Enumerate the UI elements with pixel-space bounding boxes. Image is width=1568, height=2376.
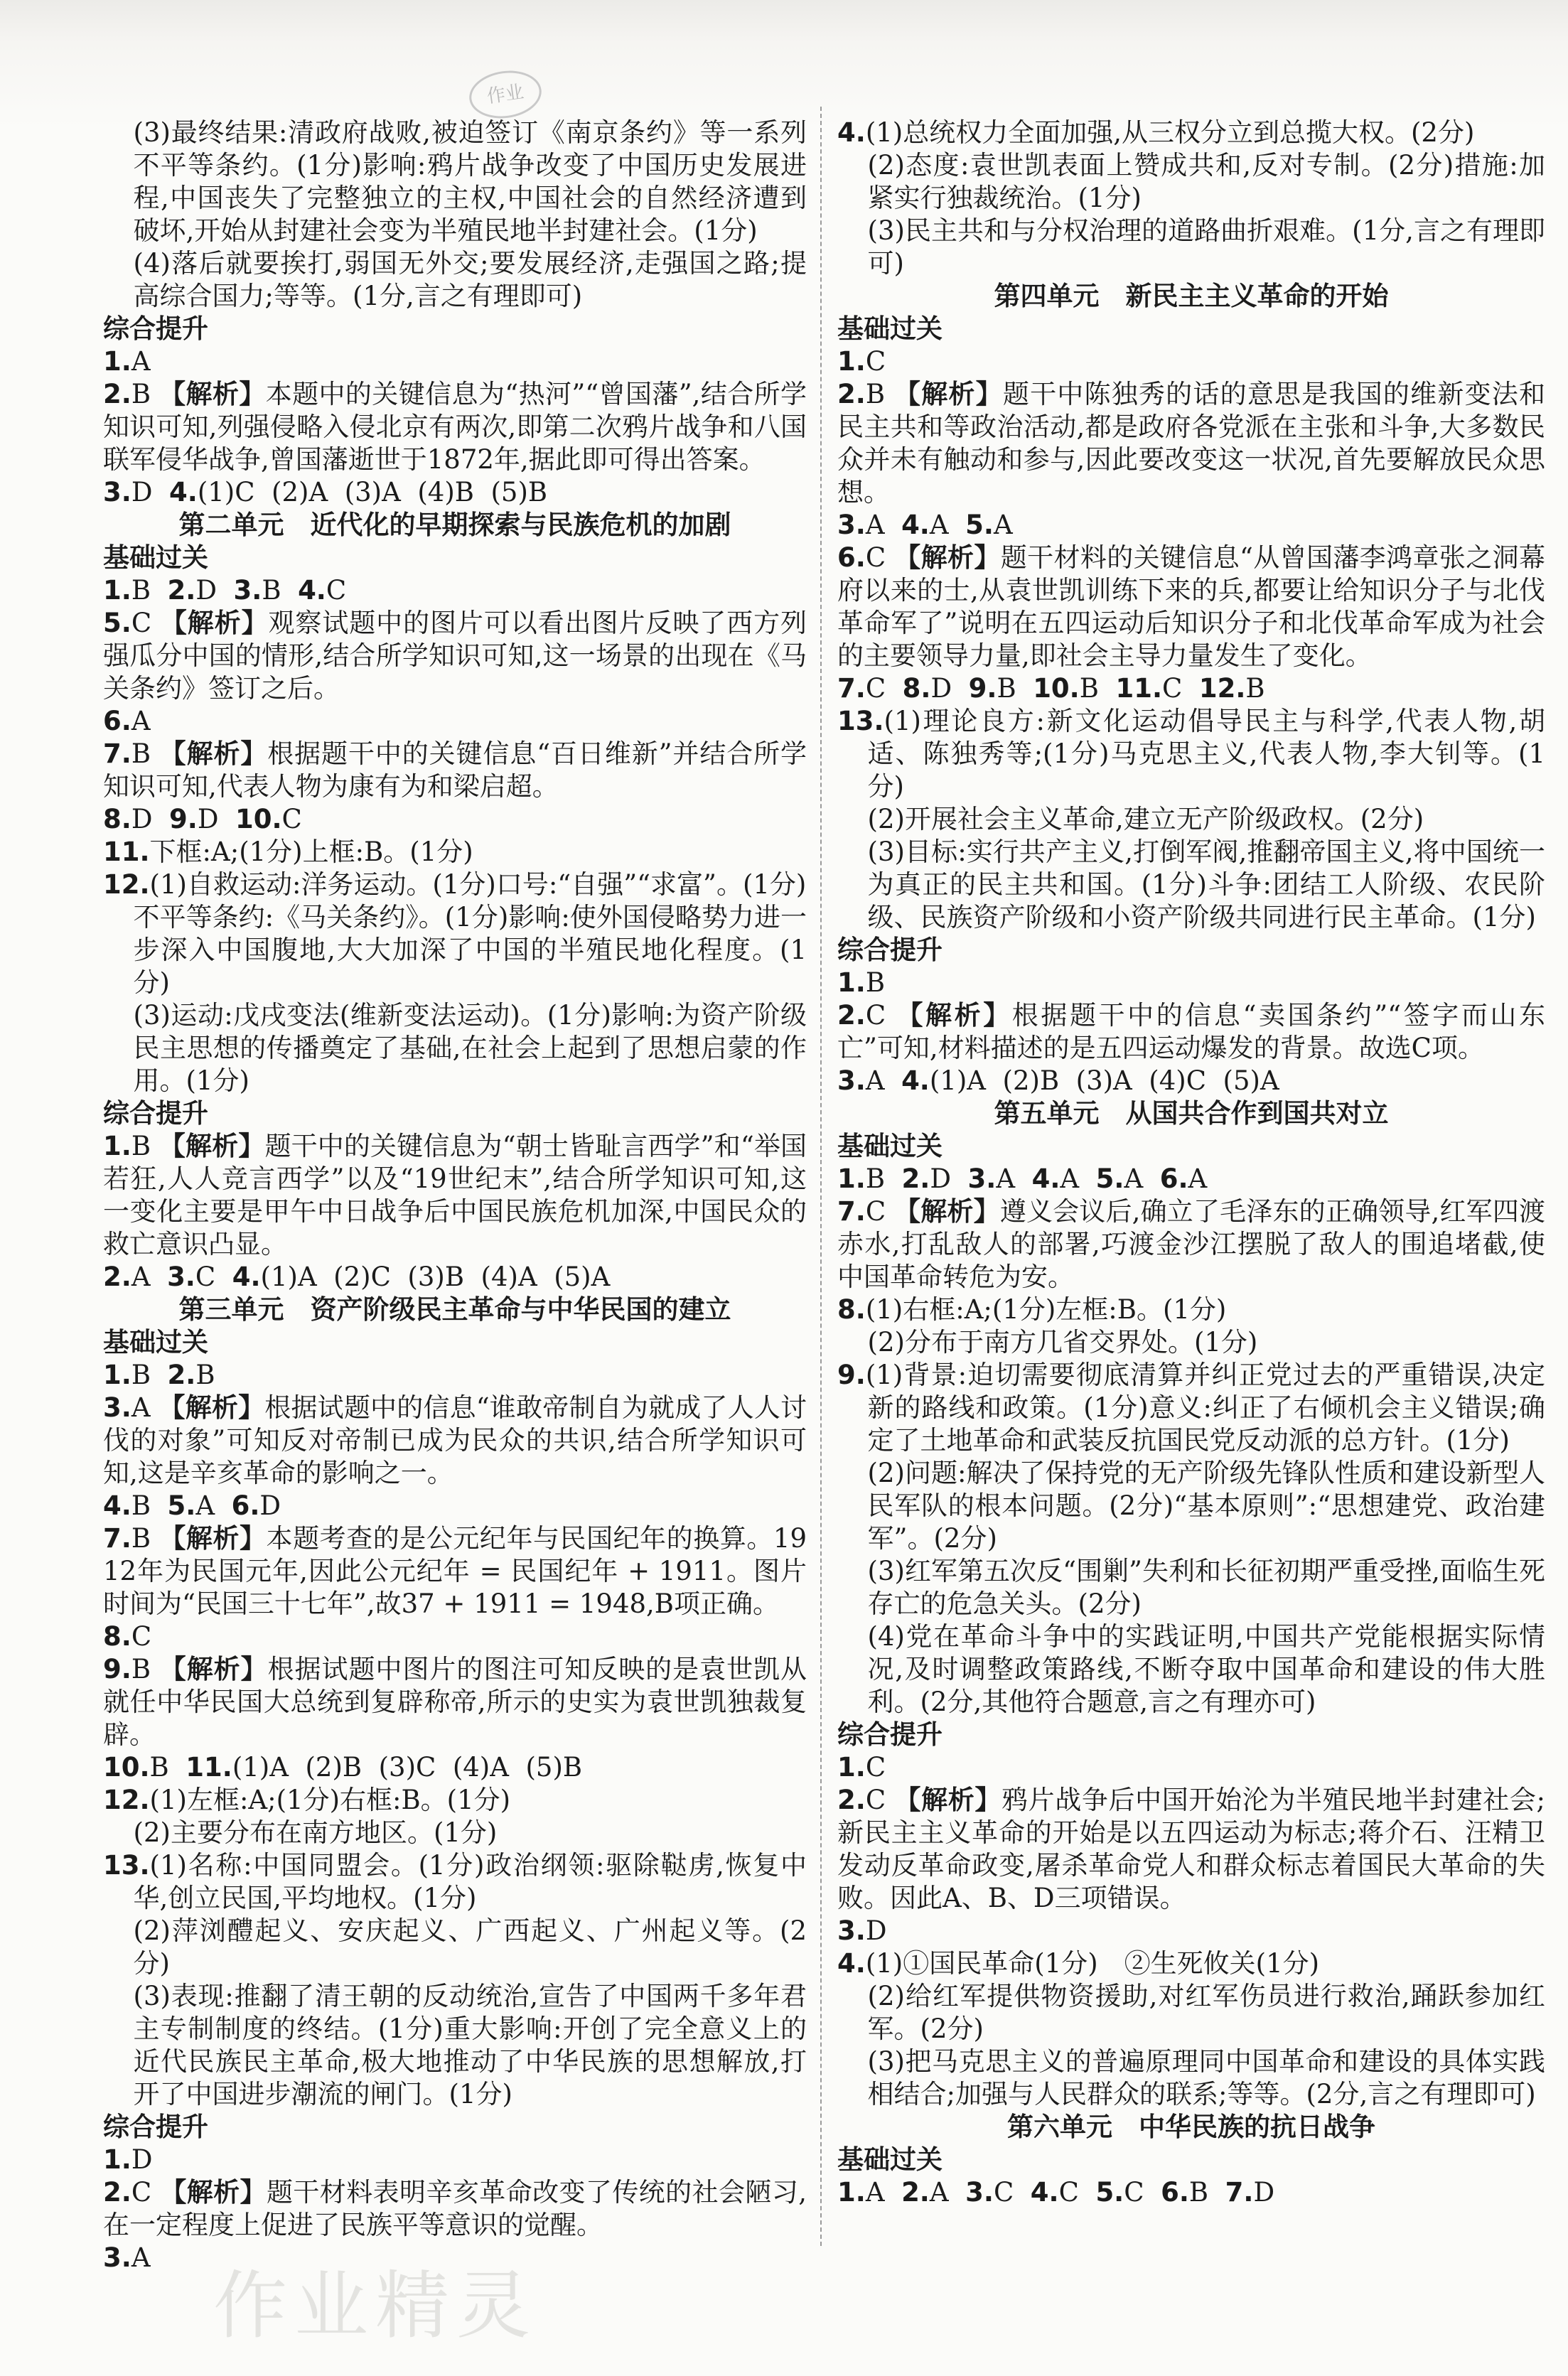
answer-text: B [131,1654,160,1684]
answer-item [837,1359,1545,1457]
answer-item [103,2176,807,2242]
question-number: 10. [103,1752,150,1783]
answer-text: B [131,738,160,769]
answer-text: 鸦片战争后中国开始沦为半殖民地半封建社会;新民主主义革命的开始是以五四运动为标志;蒋介石、汪精卫发动反革命政变,屠杀革命党人和群众标志着国民大革命的失败。因此A、B、D三项错误。 [837,1785,1546,1913]
heading-text: 第六单元 中华民族的抗日战争 [1007,2112,1375,2142]
answer-text: (1)背景:迫切需要彻底清算并纠正党过去的严重错误,决定新的路线和政策。(1分)意义:纠正了右倾机会主义错误;确定了土地革命和武装反抗国民党反动派的总方针。(1分) [865,1360,1545,1456]
answer-text: C [865,1000,897,1031]
answer-text: B [131,1523,160,1554]
question-number: 3. [103,2242,131,2273]
question-number: 2. [103,1262,131,1292]
answer-text: 观察试题中的图片可以看出图片反映了西方列强瓜分中国的情形,结合所学知识可知,这一场景的出现在《马关条约》签订之后。 [103,608,807,704]
answer-text: (1)A (2)C (3)B (4)A (5)A [260,1262,611,1292]
answer-text: (3)最终结果:清政府战败,被迫签订《南京条约》等一系列不平等条约。(1分)影响:鸦片战争改变了中国历史发展进程,中国丧失了完整独立的主权,中国社会的自然经济遭到破坏,开始从封建社会变为半殖民地半封建社会。(1分) [133,117,807,246]
answer-subpart [103,117,807,247]
answer-item [103,476,807,509]
question-number: 8. [103,804,131,834]
question-number: 10. [1033,673,1080,704]
answer-text: A [865,2177,902,2208]
answer-subpart [103,247,807,313]
question-number: 1. [837,1163,866,1194]
answer-text: D [930,673,969,704]
question-number: 12. [103,869,150,900]
answer-text: A [865,1065,902,1096]
question-number: 6. [231,1490,260,1521]
answer-item [837,1294,1545,1326]
answer-item [103,345,807,378]
section-heading [103,2111,807,2144]
analysis-label: 【解析】 [160,2177,267,2208]
analysis-label: 【解析】 [160,608,269,638]
answer-item [103,1490,807,1522]
question-number: 8. [837,1294,866,1325]
answer-text: C [281,804,302,834]
answer-text: 题干中陈独秀的话的意思是我国的维新变法和民主共和等政治活动,都是政府各党派在主张和斗争,大多数民众并未有触动和参与,因此要改变这一状况,首先要解放民众思想。 [837,379,1546,507]
answer-text: 下框:A;(1分)上框:B。(1分) [149,837,473,867]
answer-item [103,607,807,705]
answer-text: C [865,346,886,377]
question-number: 2. [837,1785,866,1815]
answer-text: 本题中的关键信息为“热河”“曾国藩”,结合所学知识可知,列强侵略入侵北京有两次,即第二次鸦片战争和八国联军侵华战争,曾国藩逝世于1872年,据此即可得出答案。 [103,379,807,475]
answer-text: 遵义会议后,确立了毛泽东的正确领导,红军四渡赤水,打乱敌人的部署,巧渡金沙江摆脱了敌人的围追堵截,使中国革命转危为安。 [837,1196,1546,1292]
question-number: 13. [837,706,884,736]
analysis-label: 【解析】 [159,1392,265,1423]
answer-text: B [1245,673,1265,704]
question-number: 1. [837,967,866,998]
unit-title [837,280,1545,313]
answer-text: D [131,2144,153,2175]
question-number: 5. [965,510,994,540]
answer-item [103,836,807,869]
question-number: 2. [837,379,866,409]
answer-text: C [131,2177,161,2208]
question-number: 4. [1031,1163,1060,1194]
answer-text: (3)表现:推翻了清王朝的反动统治,宣告了中国两千多年君主专制制度的终结。(1分)重大影响:开创了完全意义上的近代民族民主革命,极大地推动了中华民族的思想解放,打开了中国进步潮流的闸门。(1分) [133,1981,807,2109]
answer-text: (4)落后就要挨打,弱国无外交;要发展经济,走强国之路;提高综合国力;等等。(1分,言之有理即可) [133,248,807,311]
heading-text: 基础过关 [837,313,943,344]
answer-text: C [131,1621,152,1652]
question-number: 3. [837,1065,866,1096]
question-number: 4. [298,575,326,606]
answer-item [837,1751,1545,1784]
answer-text: B [1079,673,1116,704]
answer-text: A [996,1163,1032,1194]
answer-text: C [1162,673,1199,704]
unit-title [837,1097,1545,1130]
answer-item [837,1947,1545,1980]
answer-text: C [865,1752,886,1783]
answer-text: D [131,804,169,834]
answer-text: (1)名称:中国同盟会。(1分)政治纲领:驱除鞑虏,恢复中华,创立民国,平均地权。(1分) [133,1850,807,1913]
question-number: 3. [167,1262,195,1292]
question-number: 3. [103,1392,131,1423]
question-number: 4. [837,117,866,148]
heading-text: 综合提升 [837,1719,943,1750]
question-number: 8. [902,673,931,704]
answer-text: (2)萍浏醴起义、安庆起义、广西起义、广州起义等。(2分) [133,1915,807,1979]
answer-item [837,509,1545,542]
question-number: 11. [103,837,150,867]
section-heading [103,313,807,345]
answer-text: 题干中的关键信息为“朝士皆耻言西学”和“举国若狂,人人竞言西学”以及“19世纪末”,结合所学知识可知,这一变化主要是甲午中日战争后中国民族危机加深,中国民众的救亡意识凸显。 [103,1131,807,1259]
answer-text: (3)民主共和与分权治理的道路曲折艰难。(1分,言之有理即可) [867,215,1545,279]
answer-item [837,345,1545,378]
question-number: 2. [103,2177,131,2208]
section-heading [837,2144,1545,2176]
unit-title [103,1294,807,1326]
analysis-label: 【解析】 [893,379,1003,409]
question-number: 9. [968,673,997,704]
answer-text: A [1188,1163,1208,1194]
answer-text: (1)自救运动:洋务运动。(1分)口号:“自强”“求富”。(1分) [149,869,807,900]
answer-text: (1)理论良方:新文化运动倡导民主与科学,代表人物,胡适、陈独秀等;(1分)马克思主义,代表人物,李大钊等。(1分) [867,706,1545,802]
left-column [103,117,807,2274]
answer-item [103,1620,807,1653]
answer-text: C [993,2177,1031,2208]
question-number: 5. [1095,1163,1124,1194]
answer-item [837,378,1545,509]
answer-item [103,1130,807,1261]
answer-item [103,1653,807,1751]
question-number: 4. [901,1065,930,1096]
answer-text: 根据试题中图片的图注可知反映的是袁世凯从就任中华民国大总统到复辟称帝,所示的史实为袁世凯独裁复辟。 [103,1654,807,1750]
question-number: 4. [837,1948,866,1979]
question-number: 1. [103,346,131,377]
question-number: 9. [837,1360,866,1390]
question-number: 7. [103,1523,131,1554]
answer-text: A [131,2242,151,2273]
answer-item [103,1392,807,1490]
answer-subpart [837,803,1545,836]
question-number: 2. [167,1360,196,1390]
heading-text: 第五单元 从国共合作到国共对立 [994,1098,1389,1129]
answer-text: 根据题干中的关键信息“百日维新”并结合所学知识可知,代表人物为康有为和梁启超。 [103,738,807,802]
answer-text: D [195,575,234,606]
answer-text: B [149,1752,186,1783]
answer-item [103,2144,807,2176]
answer-text: C [195,1262,232,1292]
answer-text: C [326,575,347,606]
heading-text: 综合提升 [103,1098,208,1129]
answer-item [837,705,1545,803]
question-number: 12. [1198,673,1246,704]
question-number: 4. [232,1262,261,1292]
answer-text: C [131,608,161,638]
answer-item [103,803,807,836]
answer-text: A [993,510,1013,540]
question-number: 9. [103,1654,131,1684]
answer-text: B [865,1163,902,1194]
answer-text: B [195,1360,215,1390]
answer-text: B [131,379,160,409]
analysis-label: 【解析】 [159,1654,268,1684]
answer-text: B [262,575,299,606]
answer-text: D [1253,2177,1275,2208]
answer-text: B [131,1490,168,1521]
answer-text: B [997,673,1033,704]
answer-text: (2)主要分布在南方地区。(1分) [133,1817,498,1848]
question-number: 4. [103,1490,131,1521]
answer-subpart [837,1620,1545,1719]
answer-text: (1)总统权力全面加强,从三权分立到总揽大权。(2分) [865,117,1475,148]
answer-subpart [837,1555,1545,1620]
section-heading [837,1719,1545,1751]
analysis-label: 【解析】 [894,1785,1002,1815]
question-number: 11. [1115,673,1162,704]
heading-text: 第四单元 新民主主义革命的开始 [994,281,1389,311]
question-number: 6. [1161,2177,1189,2208]
answer-text: (2)问题:解决了保持党的无产阶级先锋队性质和建设新型人民军队的根本问题。(2分)“基本原则”:“思想建党、政治建军”。(2分) [867,1458,1545,1554]
heading-text: 基础过关 [103,542,208,573]
answer-text: C [1058,2177,1096,2208]
answer-text: (2)分布于南方几省交界处。(1分) [867,1327,1258,1358]
question-number: 1. [837,1752,866,1783]
analysis-label: 【解析】 [894,1196,1000,1227]
section-heading [837,1130,1545,1163]
heading-text: 基础过关 [837,2144,943,2175]
answer-text: (1)右框:A;(1分)左框:B。(1分) [865,1294,1227,1325]
column-divider [820,107,822,2246]
answer-subpart [103,1980,807,2111]
analysis-label: 【解析】 [896,1000,1012,1031]
answer-subpart [837,2046,1545,2111]
answer-text: B [865,967,886,998]
answer-text: (3)运动:戊戌变法(维新变法运动)。(1分)影响:为资产阶级民主思想的传播奠定了基础,在社会上起到了思想启蒙的作用。(1分) [133,1000,807,1096]
analysis-label: 【解析】 [159,738,268,769]
question-number: 4. [1030,2177,1059,2208]
answer-item [837,117,1545,149]
question-number: 1. [837,346,866,377]
answer-item [837,1784,1545,1915]
analysis-label: 【解析】 [894,542,1001,573]
answer-item [103,1849,807,1915]
answer-text: 题干材料的关键信息“从曾国藩李鸿章张之洞幕府以来的士,从袁世凯训练下来的兵,都要让给知识分子与北伐革命军了”说明在五四运动后知识分子和北伐革命军成为社会的主要领导力量,即社会主导力量发生了变化。 [837,542,1546,671]
unit-title [103,509,807,542]
question-number: 7. [1225,2177,1254,2208]
answer-item [837,1195,1545,1294]
answer-text: A [131,1392,159,1423]
section-heading [103,1326,807,1359]
answer-item [103,1522,807,1620]
answer-item [837,1915,1545,1947]
question-number: 7. [837,1196,866,1227]
answer-subpart [837,1457,1545,1555]
answer-text: (3)把马克思主义的普遍原理同中国革命和建设的具体实践相结合;加强与人民群众的联系;等等。(2分,言之有理即可) [867,2046,1545,2109]
question-number: 6. [837,542,866,573]
question-number: 3. [967,1163,997,1194]
answer-text: 根据题干中的信息“卖国条约”“签字而山东亡”可知,材料描述的是五四运动爆发的背景。故选C项。 [837,1000,1545,1063]
answer-subpart [837,215,1545,280]
question-number: 1. [103,1131,131,1161]
question-number: 1. [837,2177,866,2208]
right-column [837,117,1545,2209]
answer-text: (1)A (2)B (3)A (4)C (5)A [929,1065,1279,1096]
heading-text: 综合提升 [837,935,943,965]
answer-text: 根据试题中的信息“谁敢帝制自为就成了人人讨伐的对象”可知反对帝制已成为民众的共识,结合所学知识可知,这是辛亥革命的影响之一。 [103,1392,807,1488]
heading-text: 综合提升 [103,313,208,344]
answer-text: (3)目标:实行共产主义,打倒军阀,推翻帝国主义,将中国统一为真正的民主共和国。(1分)斗争:团结工人阶级、农民阶级、民族资产阶级和小资产阶级共同进行民主革命。(1分) [867,837,1545,932]
section-heading [837,934,1545,967]
question-number: 6. [1159,1163,1188,1194]
answer-text: D [197,804,235,834]
answer-text: B [865,379,894,409]
answer-text: B [131,575,168,606]
question-number: 3. [965,2177,994,2208]
answer-text: C [865,1785,895,1815]
answer-item [103,705,807,738]
heading-text: 基础过关 [837,1131,943,1161]
analysis-label: 【解析】 [159,1523,267,1554]
logo-stamp: 作业 [466,66,544,123]
answer-item [837,1065,1545,1097]
question-number: 2. [167,575,196,606]
question-number: 7. [837,673,866,704]
answer-text: B [131,1360,168,1390]
answer-text: A [929,2177,966,2208]
question-number: 13. [103,1850,150,1881]
answer-item [103,378,807,476]
answer-subpart [103,901,807,999]
heading-text: 基础过关 [103,1327,208,1358]
question-number: 8. [103,1621,131,1652]
question-number: 6. [103,706,131,736]
section-heading [103,1097,807,1130]
answer-item [837,2176,1545,2209]
answer-text: (2)态度:袁世凯表面上赞成共和,反对专制。(2分)措施:加紧实行独裁统治。(1分) [867,150,1545,213]
question-number: 12. [103,1785,150,1815]
answer-text: D [131,477,169,507]
answer-text: D [930,1163,968,1194]
unit-title [837,2111,1545,2144]
answer-text: (1)C (2)A (3)A (4)B (5)B [197,477,548,507]
answer-subpart [103,1915,807,1980]
question-number: 1. [103,1360,131,1390]
answer-item [837,999,1545,1065]
answer-text: A [195,1490,232,1521]
answer-item [103,738,807,803]
answer-item [837,542,1545,672]
question-number: 10. [235,804,282,834]
analysis-label: 【解析】 [159,379,266,409]
answer-text: A [929,510,966,540]
answer-text: (1)①国民革命(1分) ②生死攸关(1分) [865,1948,1320,1979]
section-heading [837,313,1545,345]
question-number: 3. [103,477,131,507]
answer-text: D [259,1490,281,1521]
heading-text: 第三单元 资产阶级民主革命与中华民国的建立 [178,1294,731,1325]
answer-subpart [837,149,1545,215]
answer-item [103,869,807,901]
question-number: 2. [901,1163,930,1194]
question-number: 2. [103,379,131,409]
answer-text: (2)开展社会主义革命,建立无产阶级政权。(2分) [867,804,1424,834]
question-number: 7. [103,738,131,769]
answer-text: C [865,542,895,573]
analysis-label: 【解析】 [159,1131,265,1161]
answer-text: D [865,1915,887,1946]
answer-text: C [865,673,903,704]
answer-text: C [1124,2177,1161,2208]
answer-item [837,1163,1545,1195]
answer-text: A [131,346,151,377]
answer-text: (3)红军第五次反“围剿”失利和长征初期严重受挫,面临生死存亡的危急关头。(2分) [867,1556,1545,1619]
question-number: 5. [1095,2177,1124,2208]
answer-text: B [1188,2177,1225,2208]
answer-text: (1)A (2)B (3)C (4)A (5)B [232,1752,583,1783]
answer-text: B [131,1131,159,1161]
answer-subpart [103,1817,807,1849]
answer-text: A [865,510,902,540]
question-number: 4. [901,510,930,540]
answer-item [103,574,807,607]
question-number: 3. [233,575,262,606]
answer-text: A [1060,1163,1096,1194]
answer-text: 不平等条约:《马关条约》。(1分)影响:使外国侵略势力进一步深入中国腹地,大大加深了中国的半殖民地化程度。(1分) [133,902,807,998]
question-number: 9. [169,804,198,834]
answer-item [103,1261,807,1294]
question-number: 2. [837,1000,866,1031]
question-number: 4. [169,477,198,507]
answer-text: (1)左框:A;(1分)右框:B。(1分) [149,1785,511,1815]
question-number: 5. [103,608,131,638]
heading-text: 综合提升 [103,2112,208,2142]
question-number: 3. [837,1915,866,1946]
answer-item [103,1784,807,1817]
answer-text: A [131,1262,168,1292]
answer-item [837,672,1545,705]
watermark-text: 作业精灵 [213,2262,538,2349]
answer-text: A [1124,1163,1160,1194]
heading-text: 第二单元 近代化的早期探索与民族危机的加剧 [178,510,731,540]
section-heading [103,542,807,574]
answer-text: 题干材料表明辛亥革命改变了传统的社会陋习,在一定程度上促进了民族平等意识的觉醒。 [103,2177,807,2240]
question-number: 11. [186,1752,232,1783]
question-number: 3. [837,510,866,540]
answer-item [103,1359,807,1392]
answer-item [103,1751,807,1784]
answer-text: 本题考查的是公元纪年与民国纪年的换算。1912年为民国元年,因此公元纪年 = 民国纪年 + 1911。图片时间为“民国三十七年”,故37 + 1911 = 1948,B项正确。 [103,1523,807,1619]
answer-subpart [103,999,807,1097]
answer-item [837,967,1545,999]
answer-subpart [837,836,1545,934]
question-number: 5. [167,1490,196,1521]
answer-text: C [865,1196,895,1227]
answer-text: (2)给红军提供物资援助,对红军伤员进行救治,踊跃参加红军。(2分) [867,1981,1545,2044]
answer-text: (4)党在革命斗争中的实践证明,中国共产党能根据实际情况,及时调整政策路线,不断夺取中国革命和建设的伟大胜利。(2分,其他符合题意,言之有理亦可) [867,1621,1545,1717]
answer-text: A [131,706,151,736]
answer-subpart [837,1326,1545,1359]
answer-subpart [837,1980,1545,2046]
question-number: 1. [103,575,131,606]
question-number: 1. [103,2144,131,2175]
question-number: 2. [901,2177,930,2208]
